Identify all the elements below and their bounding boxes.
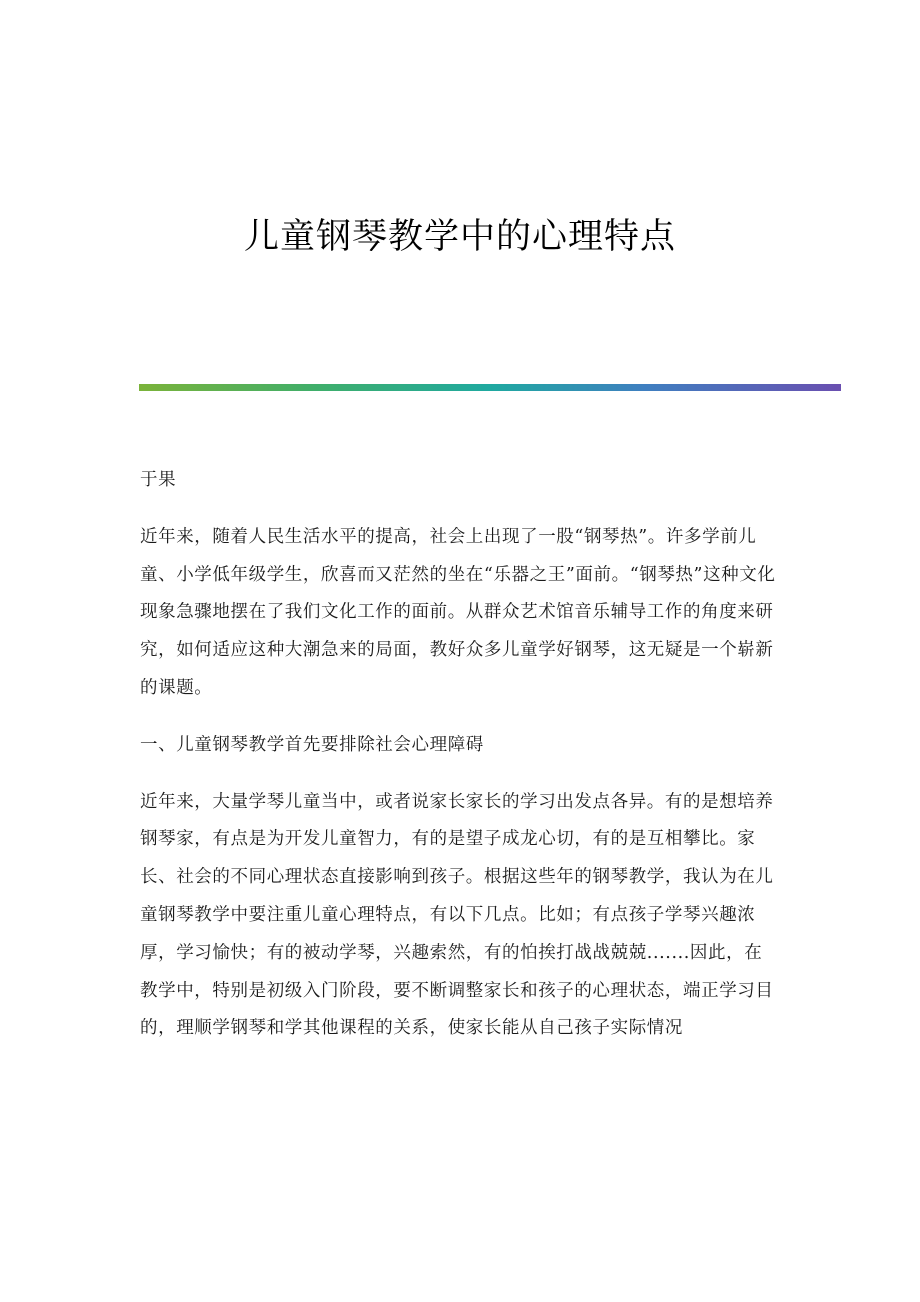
- paragraph-intro: 近年来，随着人民生活水平的提高，社会上出现了一股“钢琴热”。许多学前儿童、小学低年级学生，欣喜而又茫然的坐在“乐器之王”面前。“钢琴热”这种文化现象急骤地摆在了我们文化工作的面前。从群众艺术馆音乐辅导工作的角度来研究，如何适应这种大潮急来的局面，教好众多儿童学好钢琴，这无疑是一个崭新的课题。: [140, 526, 776, 698]
- section-heading: 一、儿童钢琴教学首先要排除社会心理障碍: [140, 734, 484, 755]
- document-title: 儿童钢琴教学中的心理特点: [243, 217, 676, 257]
- paragraph-section-one: 近年来，大量学琴儿童当中，或者说家长家长的学习出发点各异。有的是想培养钢琴家，有点是为开发儿童智力，有的是望子成龙心切，有的是互相攀比。家长、社会的不同心理状态直接影响到孩子。根据这些年的钢琴教学，我认为在儿童钢琴教学中要注重儿童心理特点，有以下几点。比如；有点孩子学琴兴趣浓厚，学习愉快；有的被动学琴，兴趣索然，有的怕挨打战战兢兢.......因此，在教学中，特别是初级入门阶段，要不断调整家长和孩子的心理状态，端正学习目的，理顺学钢琴和学其他课程的关系，使家长能从自己孩子实际情况: [140, 791, 774, 1039]
- author-name: 于果: [140, 470, 177, 490]
- gradient-divider: [139, 384, 841, 391]
- document-body: [140, 462, 780, 1067]
